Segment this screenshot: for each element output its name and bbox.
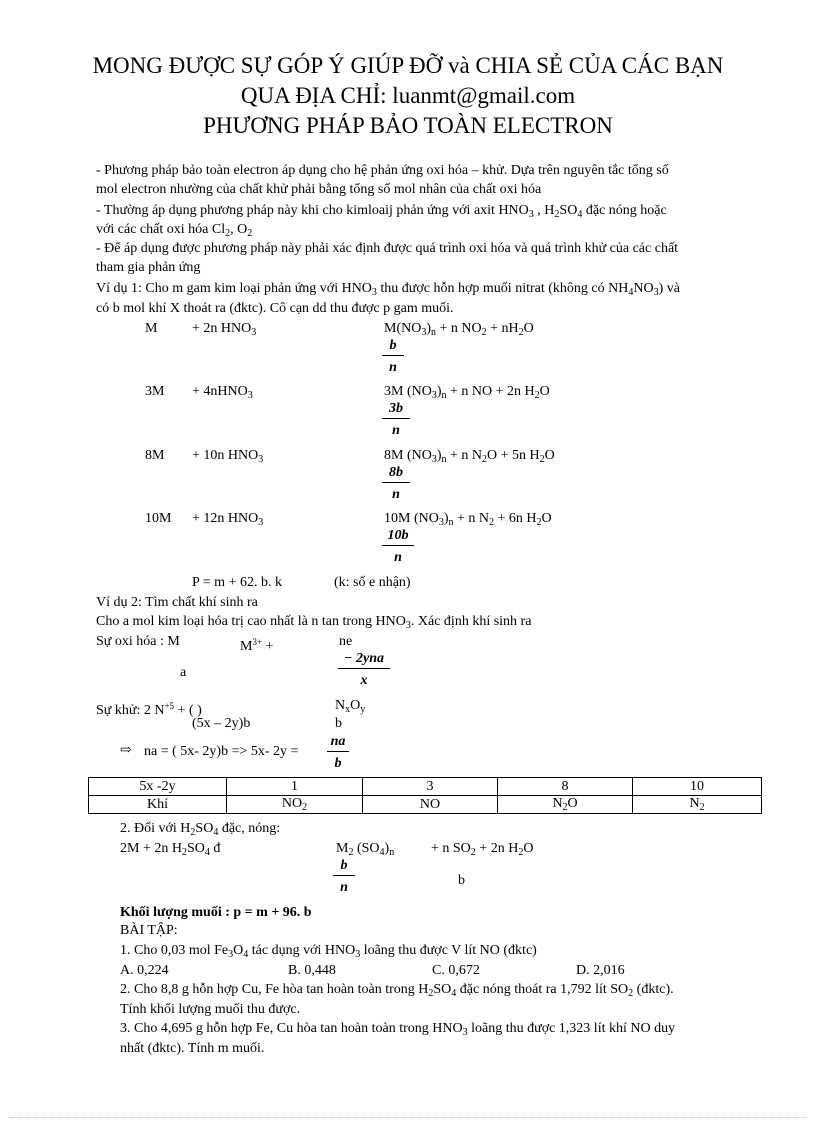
reaction-2-fraction: $\frac{3b}{n}$ (382, 401, 410, 439)
table-cell: 1 (227, 778, 363, 796)
part2-title: 2. Đối với $H_2SO_4$ đặc, nóng: (120, 821, 281, 838)
reaction-4-left: 10M (145, 511, 172, 526)
table-cell: 8 (498, 778, 633, 796)
table-cell: NO (363, 796, 498, 814)
reaction-3-products: 8M $(NO_3)_n + n$ $N_2O + 5n$ $H_2O$ (384, 448, 555, 465)
reaction-4-acid: + 12n $HNO_3$ (192, 511, 264, 528)
exercise-3: 3. Cho 4,695 g hỗn hợp Fe, Cu hòa tan hoàn toàn trong $HNO_3$ loãng thu được 1,323 lít khí NO duy (120, 1021, 676, 1038)
reaction-2-acid: + 4nHNO$_3$ (192, 384, 253, 401)
reduction-label: Sự khử: 2 $N^{+5}$ + ( ) (96, 701, 202, 718)
answer-d: D. 2,016 (576, 963, 625, 978)
oxidation-a: a (180, 665, 187, 680)
exercise-2: 2. Cho 8,8 g hỗn hợp Cu, Fe hòa tan hoàn toàn trong $H_2SO_4$ đặc nóng thoát ra 1,792 lít $SO_2$ (đktc). (120, 982, 674, 999)
intro-line-6: tham gia phản ứng (96, 260, 201, 275)
table-cell: 10 (633, 778, 762, 796)
intro-line-3: - Thường áp dụng phương pháp này khi cho kimloaij phản ứng với axit $HNO_3$ , $H_2SO_4$ đặc nóng hoặc (96, 203, 667, 220)
oxidation-label: Sự oxi hóa : M (96, 634, 180, 649)
example1-line-2: có b mol khí X thoát ra (đktc). Cô cạn dd thu được p gam muối. (96, 301, 454, 316)
reaction-1-left: M (145, 321, 158, 336)
reaction-3-fraction: $\frac{8b}{n}$ (382, 465, 410, 503)
reduction-coef: (5x – 2y)b (192, 716, 251, 731)
answer-b: B. 0,448 (288, 963, 336, 978)
electron-balance-fraction: $\frac{na}{b}$ (327, 734, 349, 772)
exercise-3-line-2: nhất (đktc). Tính m muối. (120, 1041, 265, 1056)
reaction-2-products: 3M $(NO_3)_n + n$ NO + 2n $H_2O$ (384, 384, 550, 401)
answer-c: C. 0,672 (432, 963, 480, 978)
formula-note: (k: số e nhận) (334, 575, 411, 590)
intro-line-2: mol electron nhường của chất khử phải bằng tổng số mol nhân của chất oxi hóa (96, 182, 542, 197)
exercise-1: 1. Cho 0,03 mol $Fe_3O_4$ tác dụng với $HNO_3$ loãng thu được V lít NO (đktc) (120, 943, 537, 960)
gas-table (88, 777, 762, 814)
example1-line-1: Ví dụ 1: Cho m gam kim loại phản ứng với $HNO_3$ thu được hỗn hợp muối nitrat (không có $NH_4NO_3$) và (96, 281, 680, 298)
reaction-1-fraction: $\frac{b}{n}$ (382, 338, 404, 376)
reduction-product: $N_xO_y$ (335, 698, 366, 715)
header-line-2: QUA ĐỊA CHỈ: luanmt@gmail.com (240, 83, 576, 108)
table-cell: $NO_2$ (227, 796, 363, 814)
oxidation-ion: $M^{3+}$ + (240, 637, 274, 654)
salt-mass-formula: Khối lượng muối : p = m + 96. b (120, 905, 312, 920)
intro-line-1: - Phương pháp bảo toàn electron áp dụng cho hệ phản ứng oxi hóa – khử. Dựa trên nguyên tắc tổng số (96, 163, 669, 178)
intro-line-4: với các chất oxi hóa $Cl_2$, $O_2$ (96, 222, 253, 239)
footer-divider (10, 1117, 806, 1118)
part2-reactants: 2M + 2n $H_2SO_4$ đ (120, 841, 221, 858)
table-row (89, 778, 762, 796)
answer-a: A. 0,224 (120, 963, 169, 978)
reaction-2-left: 3M (145, 384, 165, 399)
table-cell: $N_2$ (633, 796, 762, 814)
intro-line-5: - Để áp dụng được phương pháp này phải xác định được quá trình oxi hóa và quá trình khử của các chất (96, 241, 679, 256)
part2-salt: $M_2$ $(SO_4)_n$ (336, 841, 395, 858)
table-cell: 3 (363, 778, 498, 796)
example2-line-1: Cho a mol kim loại hóa trị cao nhất là n tan trong $HNO_3$. Xác định khí sinh ra (96, 614, 532, 631)
part2-b: b (458, 873, 465, 888)
formula-p: P = m + 62. b. k (192, 575, 282, 590)
part2-fraction: $\frac{b}{n}$ (333, 858, 355, 896)
table-cell: 5x -2y (89, 778, 227, 796)
table-row (89, 796, 762, 814)
electron-balance-eq: na = ( 5x- 2y)b => 5x- 2y = (144, 744, 299, 759)
page-title: PHƯƠNG PHÁP BẢO TOÀN ELECTRON (203, 113, 613, 138)
reaction-4-fraction: $\frac{10b}{n}$ (382, 528, 414, 566)
table-cell: $N_2O$ (498, 796, 633, 814)
oxidation-fraction: − 2yna x (338, 651, 390, 689)
reaction-1-products: $M(NO_3)_n + n$ $NO_2 + nH_2O$ (384, 321, 534, 338)
arrow-icon: ⇨ (120, 743, 132, 758)
reaction-4-products: 10M $(NO_3)_n + n$ $N_2 + 6n$ $H_2O$ (384, 511, 552, 528)
exercises-heading: BÀI TẬP: (120, 923, 178, 938)
header-line-1: MONG ĐƯỢC SỰ GÓP Ý GIÚP ĐỠ và CHIA SẺ CỦA CÁC BẠN (92, 53, 724, 78)
part2-products: + n $SO_2 + 2n$ $H_2O$ (431, 841, 534, 858)
reaction-3-acid: + 10n $HNO_3$ (192, 448, 264, 465)
example2-title: Ví dụ 2: Tìm chất khí sinh ra (96, 595, 258, 610)
reaction-1-acid: + 2n $HNO_3$ (192, 321, 257, 338)
exercise-2-line-2: Tính khối lượng muối thu được. (120, 1002, 301, 1017)
reaction-3-left: 8M (145, 448, 165, 463)
reduction-b: b (335, 716, 342, 731)
oxidation-ne: ne (339, 634, 353, 649)
table-cell: Khí (89, 796, 227, 814)
